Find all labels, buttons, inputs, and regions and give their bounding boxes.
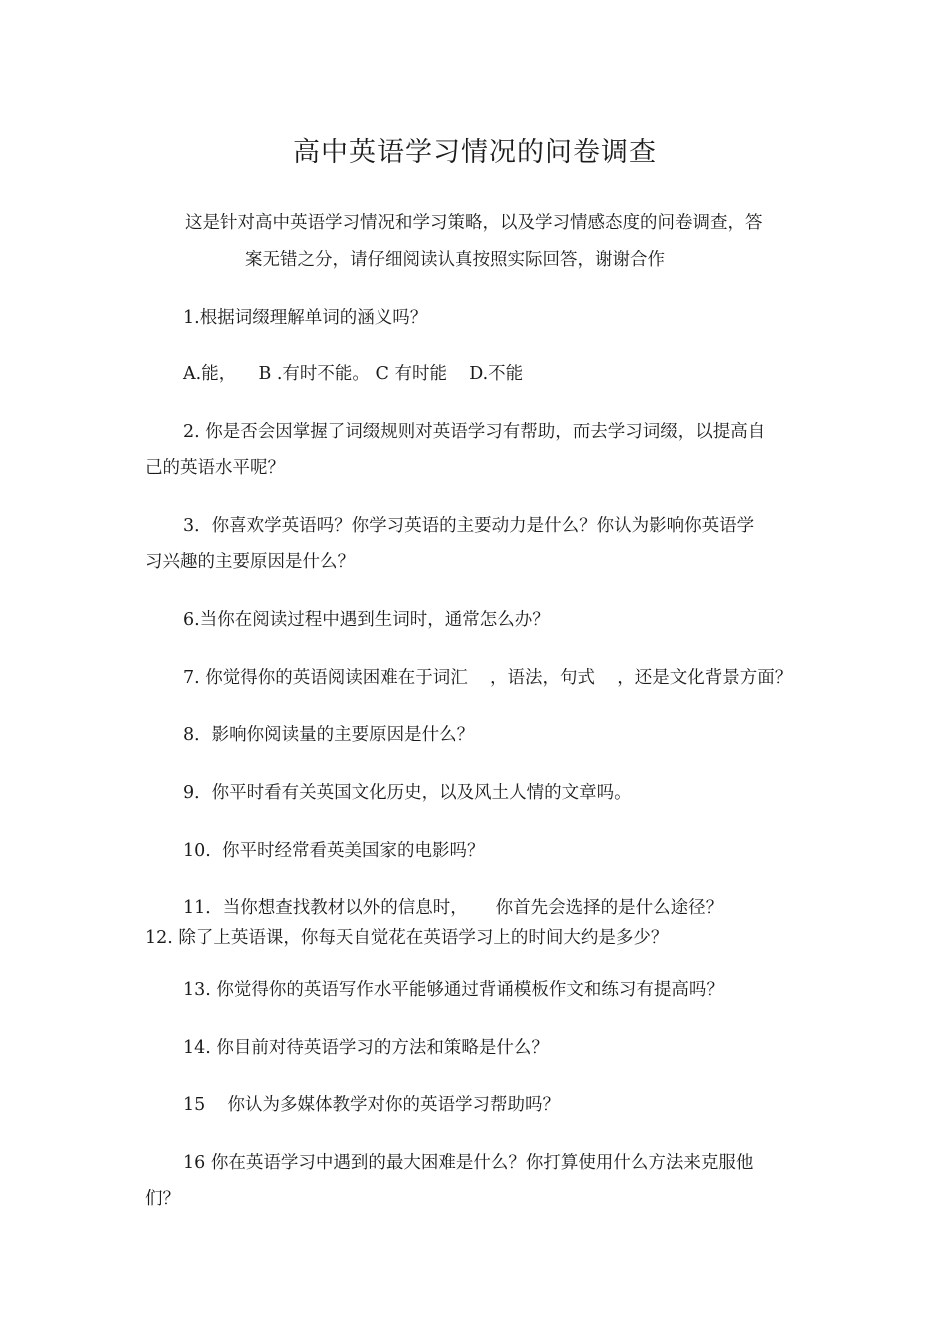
question-line: 13. 你觉得你的英语写作水平能够通过背诵模板作文和练习有提高吗？ xyxy=(183,980,724,1000)
question-16 xyxy=(145,1145,825,1217)
question-9 xyxy=(145,775,825,811)
question-line: 12. 除了上英语课，你每天自觉花在英语学习上的时间大约是多少？ xyxy=(145,928,669,948)
question-3 xyxy=(145,508,825,580)
question-line: 11．当你想查找教材以外的信息时， 你首先会选择的是什么途径？ xyxy=(183,898,724,918)
question-line: A.能， B .有时不能。 C 有时能 D.不能 xyxy=(183,364,524,384)
question-8 xyxy=(145,717,825,753)
question-line: 2. 你是否会因掌握了词缀规则对英语学习有帮助，而去学习词缀，以提高自 xyxy=(183,422,766,442)
question-line: 们？ xyxy=(145,1189,180,1209)
question-line: 己的英语水平呢？ xyxy=(145,458,285,478)
intro-line: 案无错之分，请仔细阅读认真按照实际回答，谢谢合作 xyxy=(245,250,665,270)
question-line: 6.当你在阅读过程中遇到生词时，通常怎么办？ xyxy=(183,610,550,630)
question-14 xyxy=(145,1030,825,1066)
intro-paragraph xyxy=(145,205,825,279)
question-line: 14. 你目前对待英语学习的方法和策略是什么？ xyxy=(183,1038,549,1058)
question-line: 1.根据词缀理解单词的涵义吗？ xyxy=(183,308,428,328)
question-12 xyxy=(145,920,825,956)
question-10 xyxy=(145,833,825,869)
question-13 xyxy=(145,972,825,1008)
question-line: 3．你喜欢学英语吗？你学习英语的主要动力是什么？你认为影响你英语学 xyxy=(183,516,755,536)
question-line: 8．影响你阅读量的主要原因是什么？ xyxy=(183,725,475,745)
question-line: 10. 你平时经常看英美国家的电影吗？ xyxy=(183,841,485,861)
question-line: 16 你在英语学习中遇到的最大困难是什么？你打算使用什么方法来克服他 xyxy=(183,1153,754,1173)
page-title: 高中英语学习情况的问卷调查 xyxy=(293,137,657,168)
question-1 xyxy=(145,300,825,336)
question-1-options xyxy=(145,356,825,392)
question-line: 9．你平时看有关英国文化历史，以及风土人情的文章吗。 xyxy=(183,783,632,803)
question-line: 习兴趣的主要原因是什么？ xyxy=(145,552,355,572)
question-6 xyxy=(145,602,825,638)
question-line: 15 你认为多媒体教学对你的英语学习帮助吗？ xyxy=(183,1095,561,1115)
intro-line: 这是针对高中英语学习情况和学习策略，以及学习情感态度的问卷调查，答 xyxy=(185,213,763,233)
question-2 xyxy=(145,414,825,486)
question-7 xyxy=(145,660,825,696)
question-line: 7. 你觉得你的英语阅读困难在于词汇 ，语法，句式 ，还是文化背景方面？ xyxy=(183,668,793,688)
question-15 xyxy=(145,1087,825,1123)
